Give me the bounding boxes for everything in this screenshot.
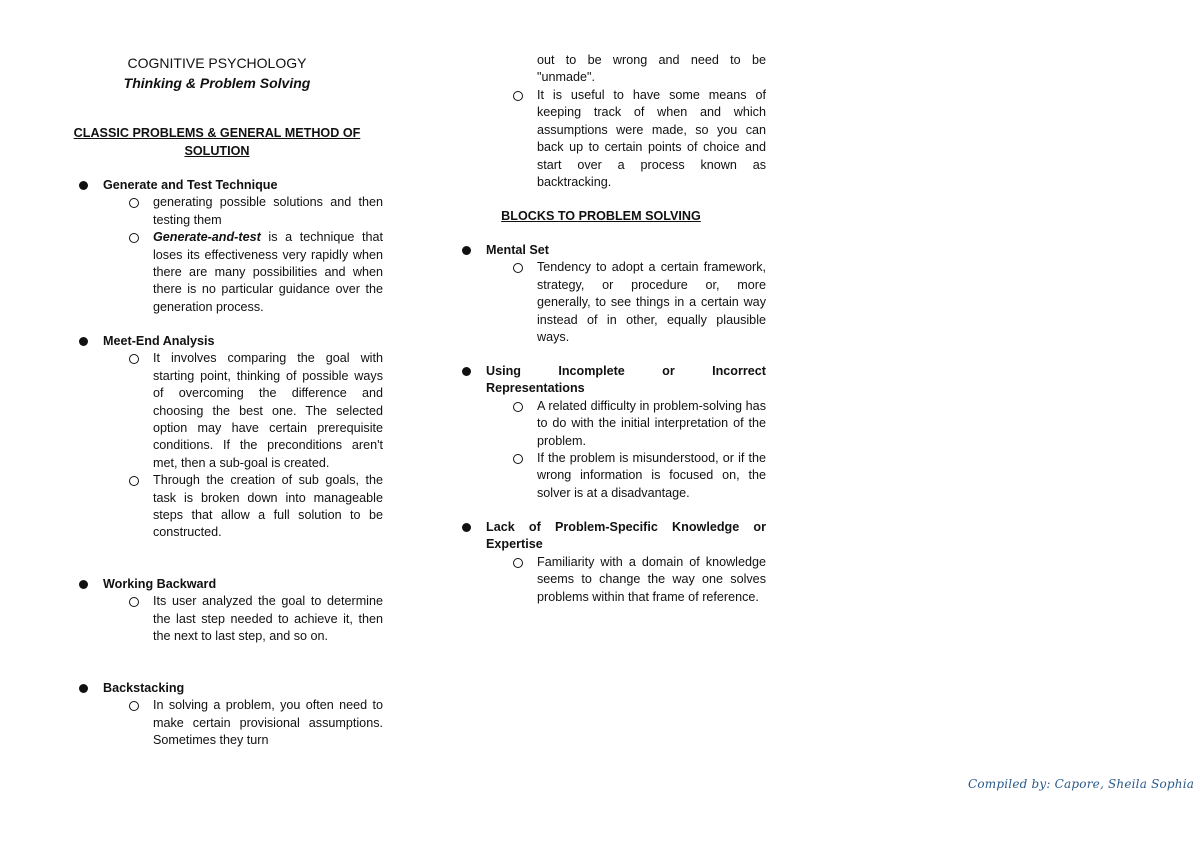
circle-bullet-icon bbox=[129, 701, 139, 711]
circle-bullet-icon bbox=[513, 91, 523, 101]
title-subtitle: Thinking & Problem Solving bbox=[123, 75, 311, 91]
section-title: Mental Set bbox=[486, 243, 549, 257]
list-item: A related difficulty in problem-solving has to do with the initial interpretation of the problem. bbox=[537, 398, 766, 450]
section-title: Working Backward bbox=[103, 577, 217, 591]
item-list bbox=[537, 398, 766, 502]
continued-text: out to be wrong and need to be "unmade". bbox=[537, 53, 766, 85]
section-working-backward bbox=[103, 576, 383, 646]
circle-bullet-icon bbox=[129, 597, 139, 607]
title-main: COGNITIVE PSYCHOLOGY bbox=[127, 55, 307, 71]
item-list bbox=[153, 194, 383, 316]
item-list bbox=[153, 593, 383, 645]
list-item: Its user analyzed the goal to determine the last step needed to achieve it, then the next to last step, and so on. bbox=[153, 593, 383, 645]
bullet-icon bbox=[79, 181, 88, 190]
continued-items bbox=[537, 87, 766, 191]
list-item: It is useful to have some means of keeping track of when and which assumptions were made, so you can back up to certain points of choice and start over a process known as backtracking. bbox=[537, 87, 766, 191]
section-title: Meet-End Analysis bbox=[103, 334, 215, 348]
item-list bbox=[537, 259, 766, 346]
left-section-heading: CLASSIC PROBLEMS & GENERAL METHOD OF SOLUTION bbox=[73, 126, 361, 158]
list-item: It involves comparing the goal with starting point, thinking of possible ways of overcoming the difference and choosing the best one. The selected option may have certain prerequisite conditions. If the preconditions aren't met, then a sub-goal is created. bbox=[153, 350, 383, 472]
bullet-icon bbox=[79, 580, 88, 589]
section-mental-set bbox=[486, 242, 766, 346]
compiled-by-signature: Compiled by: Capore, Sheila Sophia bbox=[968, 777, 1195, 791]
circle-bullet-icon bbox=[129, 354, 139, 364]
section-meet-end-analysis bbox=[103, 333, 383, 542]
list-item: Tendency to adopt a certain framework, strategy, or procedure or, more generally, to see things in a certain way instead of in other, equally plausible ways. bbox=[537, 259, 766, 346]
bullet-icon bbox=[462, 246, 471, 255]
item-list bbox=[537, 554, 766, 606]
bullet-icon bbox=[462, 523, 471, 532]
circle-bullet-icon bbox=[129, 476, 139, 486]
right-section-heading: BLOCKS TO PROBLEM SOLVING bbox=[501, 209, 701, 223]
section-title: Generate and Test Technique bbox=[103, 178, 278, 192]
list-item: generating possible solutions and then testing them bbox=[153, 194, 383, 229]
item-list bbox=[153, 350, 383, 541]
list-item: If the problem is misunderstood, or if the wrong information is focused on, the solver is at a disadvantage. bbox=[537, 450, 766, 502]
list-item: Through the creation of sub goals, the task is broken down into manageable steps that allow a full solution to be constructed. bbox=[153, 472, 383, 542]
item-list bbox=[537, 87, 766, 191]
emphasized-term: Generate-and-test bbox=[153, 230, 261, 245]
section-title: Lack of Problem-Specific Knowledge or Expertise bbox=[486, 520, 766, 552]
section-lack-of-knowledge bbox=[486, 519, 766, 606]
section-title: Backstacking bbox=[103, 681, 185, 695]
list-item: Familiarity with a domain of knowledge seems to change the way one solves problems within that frame of reference. bbox=[537, 554, 766, 606]
bullet-icon bbox=[79, 684, 88, 693]
circle-bullet-icon bbox=[129, 198, 139, 208]
list-item: In solving a problem, you often need to make certain provisional assumptions. Sometimes they turn bbox=[153, 697, 383, 749]
section-incomplete-representations bbox=[486, 363, 766, 502]
list-item: Generate-and-test is a technique that loses its effectiveness very rapidly when there are many possibilities and when there is no particular guidance over the generation process. bbox=[153, 229, 383, 316]
section-backstacking bbox=[103, 680, 383, 750]
section-generate-and-test bbox=[103, 177, 383, 316]
circle-bullet-icon bbox=[513, 402, 523, 412]
bullet-icon bbox=[79, 337, 88, 346]
bullet-icon bbox=[462, 367, 471, 376]
circle-bullet-icon bbox=[129, 233, 139, 243]
circle-bullet-icon bbox=[513, 263, 523, 273]
circle-bullet-icon bbox=[513, 558, 523, 568]
circle-bullet-icon bbox=[513, 454, 523, 464]
document-title bbox=[72, 53, 362, 93]
section-title: Using Incomplete or Incorrect Representations bbox=[486, 364, 766, 396]
item-list bbox=[153, 697, 383, 749]
